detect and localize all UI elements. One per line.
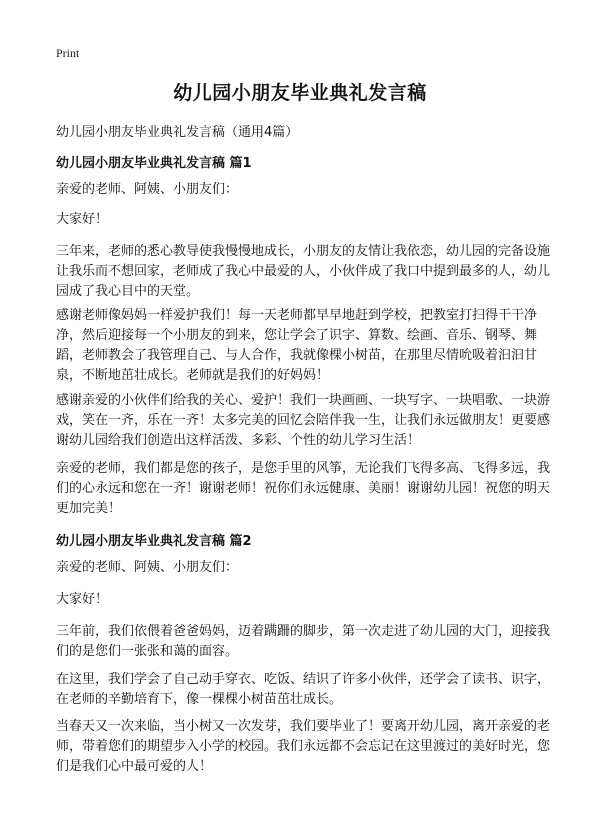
section-heading: 幼儿园小朋友毕业典礼发言稿 篇1 xyxy=(56,156,252,171)
print-label: Print xyxy=(56,46,80,60)
paragraph: 亲爱的老师，我们都是您的孩子，是您手里的风筝，无论我们飞得多高、飞得多远，我们的心永远和您在一齐！谢谢老师！祝你们永远健康、美丽！谢谢幼儿园！祝您的明天更加完美！ xyxy=(56,461,551,516)
paragraph: 当春天又一次来临，当小树又一次发芽，我们要毕业了！要离开幼儿园，离开亲爱的老师，带着您们的期望步入小学的校园。我们永远都不会忘记在这里渡过的美好时光，您们是我们心中最可爱的人！ xyxy=(56,719,551,774)
paragraph: 在这里，我们学会了自己动手穿衣、吃饭、结识了许多小伙伴，还学会了读书、识字，在老师的辛勤培育下，像一棵棵小树苗茁壮成长。 xyxy=(56,672,551,707)
paragraph: 三年来，老师的悉心教导使我慢慢地成长，小朋友的友情让我依恋，幼儿园的完备设施让我乐而不想回家，老师成了我心中最爱的人，小伙伴成了我口中提到最多的人，幼儿园成了我心目中的天堂。 xyxy=(56,244,551,299)
paragraph: 亲爱的老师、阿姨、小朋友们： xyxy=(56,182,239,197)
document-title: 幼儿园小朋友毕业典礼发言稿 xyxy=(173,82,427,104)
paragraph: 大家好！ xyxy=(56,592,109,607)
document-subtitle: 幼儿园小朋友毕业典礼发言稿（通用4篇） xyxy=(56,125,299,140)
paragraph: 亲爱的老师、阿姨、小朋友们： xyxy=(56,560,239,575)
paragraph: 感谢亲爱的小伙伴们给我的关心、爱护！我们一块画画、一块写字、一块唱歌、一块游戏，笑在一齐，乐在一齐！太多完美的回忆会陪伴我一生，让我们永远做朋友！更要感谢幼儿园给我们创造出这样活泼、多彩、个性的幼儿学习生活！ xyxy=(56,393,551,448)
section-heading: 幼儿园小朋友毕业典礼发言稿 篇2 xyxy=(56,534,252,549)
paragraph: 三年前，我们依偎着爸爸妈妈，迈着蹒跚的脚步，第一次走进了幼儿园的大门，迎接我们的是您们一张张和蔼的面容。 xyxy=(56,624,551,659)
paragraph: 大家好！ xyxy=(56,212,109,227)
paragraph: 感谢老师像妈妈一样爱护我们！每一天老师都早早地赶到学校，把教室打扫得干干净净，然后迎接每一个小朋友的到来，您让学会了识字、算数、绘画、音乐、钢琴、舞蹈，老师教会了我管理自己、与人合作，我就像棵小树苗，在那里尽情吮吸着汩汩甘泉，不断地茁壮成长。老师就是我们的好妈妈！ xyxy=(56,308,538,383)
